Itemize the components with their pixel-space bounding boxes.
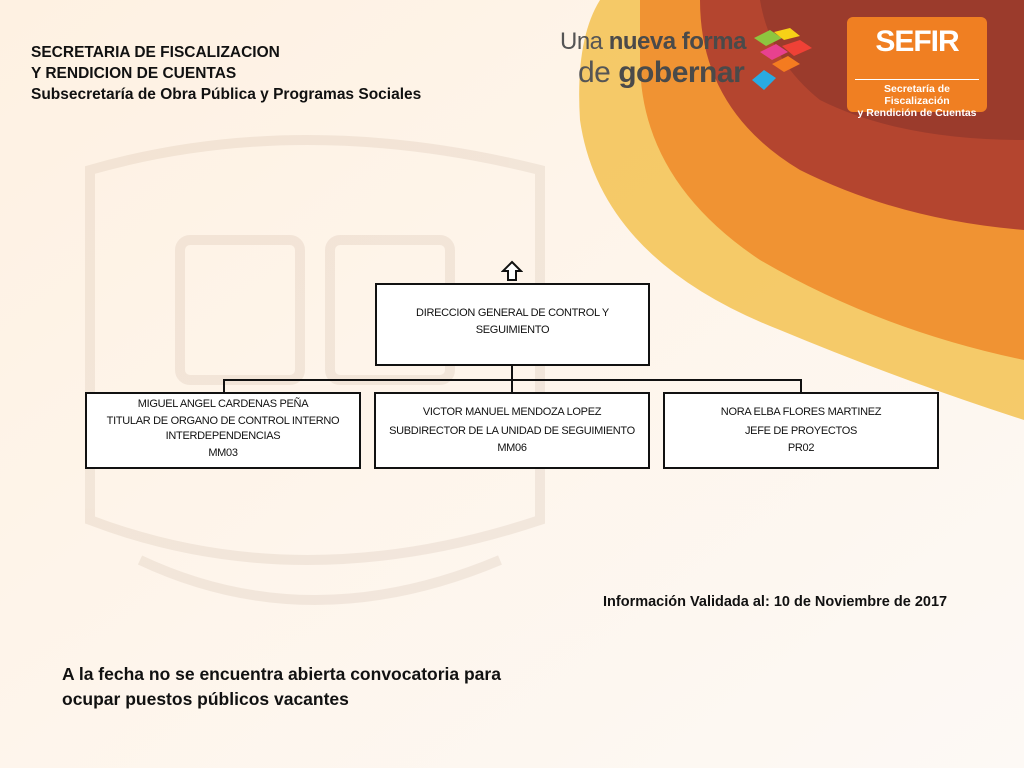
validation-date: Información Validada al: 10 de Noviembre de 2017 xyxy=(603,594,948,610)
child-name: NORA ELBA FLORES MARTINEZ xyxy=(720,406,882,418)
vacancy-notice xyxy=(62,662,501,712)
sefir-name: SEFIR xyxy=(875,25,959,58)
org-child-box xyxy=(85,392,361,469)
sefir-subtitle-line-1: Secretaría de Fiscalización xyxy=(884,83,950,107)
connector-center xyxy=(511,379,513,392)
header-line-2: Y RENDICION DE CUENTAS xyxy=(31,65,237,82)
sefir-subtitle xyxy=(853,83,981,119)
sefir-logo xyxy=(847,17,987,119)
child-code: MM06 xyxy=(497,442,527,454)
connector-vertical xyxy=(511,366,513,379)
child-title: TITULAR DE ORGANO DE CONTROL INTERNO xyxy=(106,415,340,427)
header-line-3: Subsecretaría de Obra Pública y Programas Sociales xyxy=(31,86,422,103)
notice-line-2: ocupar puestos públicos vacantes xyxy=(62,689,349,709)
header-line-1: SECRETARIA DE FISCALIZACION xyxy=(31,44,280,61)
org-child-box xyxy=(374,392,650,469)
root-line-2: SEGUIMIENTO xyxy=(475,324,550,336)
child-title: JEFE DE PROYECTOS xyxy=(744,425,858,437)
sefir-subtitle-line-2: y Rendición de Cuentas xyxy=(857,107,977,119)
child-title: SUBDIRECTOR DE LA UNIDAD DE SEGUIMIENTO xyxy=(389,425,635,437)
slogan-word-4: gobernar xyxy=(618,56,745,89)
root-line-1: DIRECCION GENERAL DE CONTROL Y xyxy=(416,307,609,319)
connector-right xyxy=(800,379,802,392)
child-name: MIGUEL ANGEL CARDENAS PEÑA xyxy=(137,398,309,410)
slogan-word-1: Una xyxy=(560,28,603,55)
child-name: VICTOR MANUEL MENDOZA LOPEZ xyxy=(422,406,602,418)
logo-divider xyxy=(855,79,979,80)
notice-line-1: A la fecha no se encuentra abierta convocatoria para xyxy=(62,664,501,684)
org-root-box xyxy=(375,283,650,366)
connector-left xyxy=(223,379,225,392)
agency-header xyxy=(31,42,421,105)
slogan-logo xyxy=(558,28,748,98)
org-child-box xyxy=(663,392,939,469)
kite-logo-icon xyxy=(748,26,818,98)
slogan-word-2: nueva forma xyxy=(608,28,746,55)
child-code: PR02 xyxy=(787,442,815,454)
up-arrow-icon xyxy=(501,260,523,282)
slogan-word-3: de xyxy=(578,56,611,89)
child-title-2: INTERDEPENDENCIAS xyxy=(165,430,281,442)
child-code: MM03 xyxy=(208,447,238,459)
